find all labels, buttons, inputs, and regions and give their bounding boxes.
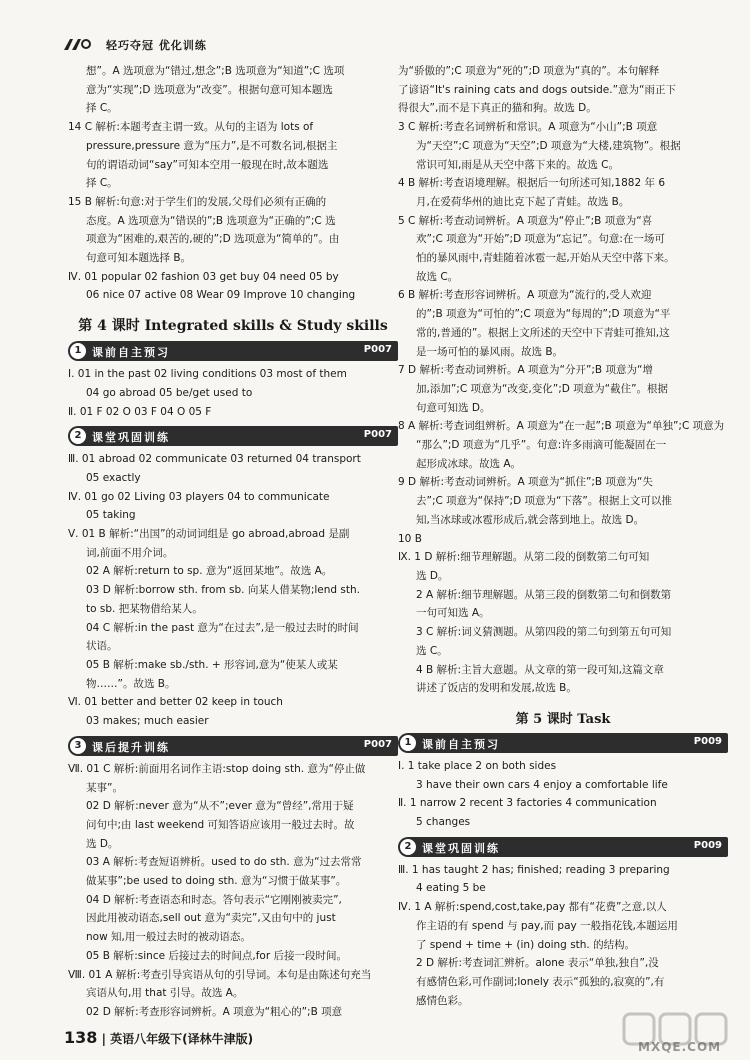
answer-line: Ⅲ. 01 abroad 02 communicate 03 returned 04 transport: [68, 453, 361, 466]
answer-line: 怕的暴风雨中,青蛙随着冰雹一起,开始从天空中落下来。: [416, 252, 675, 265]
answer-line: 有感情色彩,可作副词;lonely 表示“孤独的,寂寞的”,有: [416, 975, 665, 988]
section-number-badge: 2: [400, 839, 416, 855]
brand-logo-icon: [62, 36, 102, 54]
answer-line: to sb. 把某物借给某人。: [86, 602, 203, 615]
section-page-code: P007: [363, 429, 392, 441]
answer-line: 想”。A 选项意为“错过,想念”;B 选项意为“知道”;C 选项: [86, 65, 345, 77]
answer-line: 4 B 解析:主旨大意题。从文章的第一段可知,这篇文章: [416, 663, 664, 676]
answer-line: 6 B 解析:考查形容词辨析。A 项意为“流行的,受人欢迎: [398, 289, 652, 302]
answer-line: 04 go abroad 05 be/get used to: [86, 386, 253, 399]
answer-line: 句的谓语动词“say”可知本空用一般现在时,故本题选: [86, 158, 329, 171]
answer-line: 7 D 解析:考查动词辨析。A 项意为“分开”;B 项意为“增: [398, 364, 653, 377]
answer-line: 4 B 解析:考查语境理解。根据后一句所述可知,1882 年 6: [398, 177, 666, 190]
answer-line: 欢”;C 项意为“开始”;D 项意为“忘记”。句意:在一场可: [416, 233, 665, 246]
section-number-badge: 2: [70, 428, 86, 444]
answer-line: 项意为“困难的,艰苦的,硬的”;D 选项意为“简单的”。由: [86, 233, 340, 246]
answer-line: 选 C。: [416, 644, 448, 657]
answer-line: Ⅱ. 01 F 02 O 03 F 04 O 05 F: [68, 405, 212, 418]
answer-line: Ⅳ. 1 A 解析:spend,cost,take,pay 都有“花费”之意,以人: [398, 901, 667, 914]
answer-line: 感情色彩。: [416, 994, 469, 1007]
answer-line: 因此用被动语态,sell out 意为“卖完”,又由句中的 just: [86, 912, 336, 925]
answer-line: Ⅳ. 01 popular 02 fashion 03 get buy 04 need 05 by: [68, 270, 339, 283]
answer-line: Ⅲ. 1 has taught 2 has; finished; reading 3 preparing: [398, 863, 670, 876]
answer-line: 03 makes; much easier: [86, 715, 209, 728]
answer-line: 03 A 解析:考查短语辨析。used to do sth. 意为“过去常常: [86, 856, 362, 869]
section-page-code: P009: [693, 839, 722, 851]
answer-line: 15 B 解析:句意:对于学生们的发展,父母们必须有正确的: [68, 195, 327, 208]
answer-line: Ⅱ. 1 narrow 2 recent 3 factories 4 communication: [398, 797, 657, 810]
section-title: 课堂巩固训练: [92, 431, 170, 445]
section-bar: [398, 733, 728, 753]
page-number: 138: [64, 1028, 98, 1047]
answer-line: 得很大”,而不是下真正的猫和狗。故选 D。: [398, 102, 597, 115]
answer-line: 常的,普通的”。根据上文所述的天空中下青蛙可推知,这: [416, 326, 670, 339]
answer-line: now 知,用一般过去时的被动语态。: [86, 931, 251, 944]
answer-line: Ⅶ. 01 C 解析:前面用名词作主语:stop doing sth. 意为“停止做: [68, 762, 366, 775]
answer-line: 05 B 解析:since 后接过去的时间点,for 后接一段时间。: [86, 949, 348, 962]
section-title: 课后提升训练: [92, 740, 170, 754]
answer-line: 问句中;由 last weekend 可知答语应该用一般过去时。故: [86, 818, 355, 831]
answer-line: pressure,pressure 意为“压力”,是不可数名词,根据主: [86, 139, 338, 152]
section-number-badge: 1: [400, 735, 416, 751]
answer-line: 状语。: [86, 640, 118, 653]
answer-line: 词,前面不用介词。: [86, 546, 174, 559]
left-column: [68, 62, 398, 1022]
answer-line: 05 B 解析:make sb./sth. + 形容词,意为“使某人或某: [86, 658, 338, 671]
answer-line: 14 C 解析:本题考查主谓一致。从句的主语为 lots of: [68, 121, 314, 134]
section-number-badge: 1: [70, 343, 86, 359]
answer-line: Ⅰ. 01 in the past 02 living conditions 03 most of them: [68, 368, 347, 381]
answer-line: 2 D 解析:考查词汇辨析。alone 表示“单独,独自”,没: [416, 957, 659, 970]
answer-line: 句意可知选 D。: [416, 401, 491, 414]
answer-line: 是一场可怕的暴风雨。故选 B。: [416, 345, 564, 358]
answer-line: 5 C 解析:考查动词辨析。A 项意为“停止”;B 项意为“喜: [398, 214, 653, 227]
answer-line: 某事”。: [86, 781, 123, 794]
answer-line: 02 A 解析:return to sp. 意为“返回某地”。故选 A。: [86, 565, 333, 578]
lesson-heading: 第 5 课时 Task: [515, 711, 611, 727]
answer-line: 06 nice 07 active 08 Wear 09 Improve 10 changing: [86, 289, 356, 302]
answer-line: Ⅸ. 1 D 解析:细节理解题。从第二段的倒数第二句可知: [398, 551, 650, 564]
answer-line: 常识可知,雨是从天空中落下来的。故选 C。: [416, 158, 620, 171]
answer-line: 宾语从句,用 that 引导。故选 A。: [86, 987, 244, 1000]
answer-line: 一句可知选 A。: [416, 607, 490, 620]
answer-line: 了谚语“It's raining cats and dogs outside.”意为“雨正下: [398, 83, 676, 96]
answer-line: 意为“实现”;D 选项意为“改变”。根据句意可知本题选: [86, 83, 333, 96]
answer-line: Ⅴ. 01 B 解析:“出国”的动词词组是 go abroad,abroad 是副: [68, 528, 350, 541]
answer-line: “那么”;D 项意为“几乎”。句意:许多雨滴可能凝固在一: [416, 439, 667, 452]
section-bar: [68, 426, 398, 446]
answer-line: 为“骄傲的”;C 项意为“死的”;D 项意为“真的”。本句解释: [398, 65, 660, 77]
answer-line: 讲述了饭店的发明和发展,故选 B。: [416, 682, 577, 695]
section-title: 课前自主预习: [92, 346, 170, 360]
answer-line: 故选 C。: [416, 270, 459, 283]
answer-line: 句意可知本题选择 B。: [86, 252, 192, 265]
answer-line: 4 eating 5 be: [416, 882, 486, 895]
answer-line: 择 C。: [86, 177, 118, 190]
answer-line: 04 D 解析:考查语态和时态。答句表示“它刚刚被卖完”,: [86, 893, 342, 906]
section-page-code: P007: [363, 738, 392, 750]
answer-line: 选 D。: [416, 569, 449, 582]
answer-line: 03 D 解析:borrow sth. from sb. 向某人借某物;lend sth.: [86, 584, 360, 597]
answer-line: 物……”。故选 B。: [86, 677, 176, 690]
answer-line: 3 C 解析:考查名词辨析和常识。A 项意为“小山”;B 项意: [398, 121, 658, 134]
answer-line: 知,当冰球或冰雹形成后,就会落到地上。故选 D。: [416, 513, 645, 526]
answer-line: 的”;B 项意为“可怕的”;C 项意为“每周的”;D 项意为“平: [416, 308, 671, 321]
answer-line: 起形成冰球。故选 A。: [416, 457, 522, 470]
answer-line: 作主语的有 spend 与 pay,而 pay 一般指花钱,本题运用: [416, 919, 678, 932]
answer-line: 9 D 解析:考查动词辨析。A 项意为“抓住”;B 项意为“失: [398, 476, 653, 489]
answer-line: 10 B: [398, 532, 422, 545]
brand-title: 轻巧夺冠 优化训练: [106, 39, 207, 52]
watermark-text: MXQE.COM: [638, 1040, 722, 1054]
answer-line: 2 A 解析:细节理解题。从第三段的倒数第二句和倒数第: [416, 588, 672, 601]
answer-line: 8 A 解析:考查词组辨析。A 项意为“在一起”;B 项意为“单独”;C 项意为: [398, 420, 725, 433]
answer-line: 做某事”;be used to doing sth. 意为“习惯于做某事”。: [86, 875, 347, 888]
answer-line: 5 changes: [416, 816, 471, 829]
page-footer: [64, 1028, 253, 1047]
answer-line: 择 C。: [86, 102, 118, 115]
answer-line: 3 C 解析:词义猜测题。从第四段的第二句到第五句可知: [416, 626, 672, 639]
page-header: [62, 36, 682, 54]
section-bar: [68, 341, 398, 361]
answer-line: 05 taking: [86, 509, 136, 522]
answer-line: 了 spend + time + (in) doing sth. 的结构。: [416, 938, 636, 951]
answer-line: 去”;C 项意为“保持”;D 项意为“下落”。根据上文可以推: [416, 495, 672, 508]
lesson-heading: 第 4 课时 Integrated skills & Study skills: [78, 318, 388, 335]
book-title: 英语八年级下(译林牛津版): [110, 1032, 254, 1046]
section-bar: [398, 837, 728, 857]
section-title: 课堂巩固训练: [422, 841, 500, 855]
answer-line: 3 have their own cars 4 enjoy a comfortable life: [416, 778, 668, 791]
section-bar: [68, 736, 398, 756]
section-number-badge: 3: [70, 738, 86, 754]
answer-line: Ⅵ. 01 better and better 02 keep in touch: [68, 696, 283, 709]
answer-line: 04 C 解析:in the past 意为“在过去”,是一般过去时的时间: [86, 621, 359, 634]
answer-line: 选 D。: [86, 837, 119, 850]
section-page-code: P007: [363, 344, 392, 356]
footer-divider: |: [101, 1032, 106, 1046]
answer-line: 加,添加”;C 项意为“改变,变化”;D 项意为“截住”。根据: [416, 382, 669, 395]
answer-line: 05 exactly: [86, 471, 141, 484]
answer-line: Ⅰ. 1 take place 2 on both sides: [398, 759, 557, 772]
answer-line: 态度。A 选项意为“错误的”;B 选项意为“正确的”;C 选: [86, 214, 336, 227]
section-title: 课前自主预习: [422, 737, 500, 751]
answer-line: 02 D 解析:never 意为“从不”;ever 意为“曾经”,常用于疑: [86, 800, 354, 813]
answer-line: 为“天空”;C 项意为“天空”;D 项意为“大楼,建筑物”。根据: [416, 139, 681, 152]
answer-line: Ⅷ. 01 A 解析:考查引导宾语从句的引导词。本句是由陈述句充当: [68, 968, 372, 981]
section-page-code: P009: [693, 735, 722, 747]
answer-line: 02 D 解析:考查形容词辨析。A 项意为“粗心的”;B 项意: [86, 1005, 343, 1018]
right-column: [398, 62, 728, 1010]
answer-line: 月,在爱荷华州的迪比克下起了青蛙。故选 B。: [416, 195, 630, 208]
answer-line: Ⅳ. 01 go 02 Living 03 players 04 to communicate: [68, 490, 330, 503]
